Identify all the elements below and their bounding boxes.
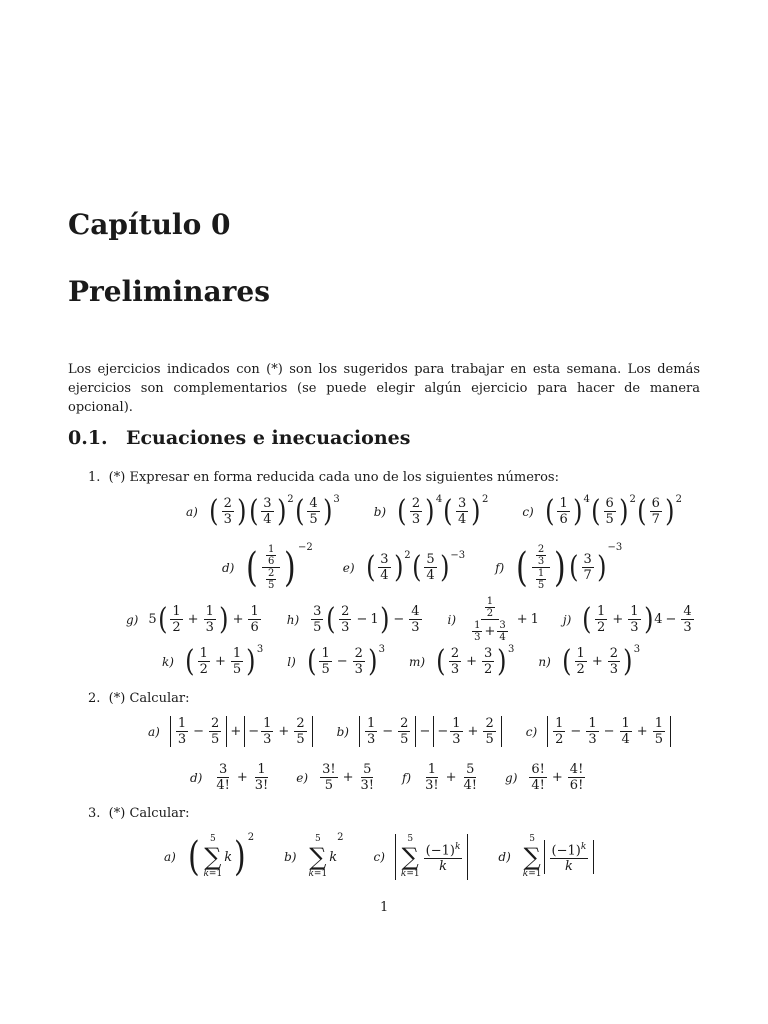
ex1-item-k: k) ( 1 2 + $\frac{1}{5}$ ) 3 [162,643,264,679]
ex2-row-2 [190,762,587,793]
exercise-number: 2. [88,691,101,706]
exercise-text: (*) Calcular: [108,691,190,706]
ex3-row-1 [164,834,594,880]
exercise-text: (*) Calcular: [108,806,190,821]
ex2-item-b: b) 1 3 − $\frac{2}{5}$ − − 1 3 + $\frac{2}{5}$ [337,716,502,747]
ex3-item-c: c) 5 ∑ k=1 $(-1)^k$ k [373,834,468,880]
exercise-number: 1. [88,470,101,485]
section-title: Ecuaciones e inecuaciones [126,427,411,449]
ex1-item-e: e) ( 3 4 ) 2 ( 5 4 ) −3 [342,549,466,585]
ex2-row-1 [148,716,671,747]
exercise-number: 3. [88,806,101,821]
section-heading [68,427,410,449]
ex1-item-f: f) ( $\frac{2}{3}$ $\frac{1}{5}$ ) ( 3 7 ) −3 [495,542,623,591]
ex1-item-g: g) 5 ( 1 2 + $\frac{1}{3}$ ) + $\frac{1}{6}$ [126,601,259,637]
ex3-item-a: a) ( 5 ∑ k=1 k ) 2 [164,832,255,880]
ex1-row-2 [222,544,622,591]
chapter-title: Preliminares [68,275,270,308]
page-number: 1 [380,900,389,915]
ex1-item-b: b) ( 2 3 ) 4 ( 3 4 ) 2 [373,493,489,529]
chapter-heading: Capítulo 0 [68,208,231,241]
ex1-row-3 [126,596,696,643]
ex1-row-1 [186,493,682,529]
ex3-item-d: d) 5 ∑ k=1 $(-1)^k$ k [498,834,594,880]
ex1-item-d: d) ( $\frac{1}{6}$ $\frac{2}{5}$ ) −2 [222,542,313,591]
ex3-item-b: b) 5 ∑ k=1 k 2 [284,832,344,879]
exercise-1 [88,470,559,485]
ex1-item-n: n) ( 1 2 + $\frac{2}{3}$ ) 3 [538,643,641,679]
exercise-2 [88,691,189,706]
ex1-item-j: j) ( 1 2 + $\frac{1}{3}$ ) 4 − $\frac{4}{3}$ [562,601,692,637]
ex2-item-e: e) 3! 5 + $\frac{5}{3!}$ [296,762,374,793]
ex1-item-m: m) ( 2 3 + $\frac{3}{2}$ ) 3 [409,643,515,679]
ex2-item-g: g) 6! 4! + $\frac{4!}{6!}$ [505,762,584,793]
ex1-item-h: h) 3 5 ( 2 3 − 1 ) − $\frac{4}{3}$ [286,601,420,637]
ex1-item-c: c) ( 1 6 ) 4 ( 6 5 ) 2 ( 6 7 ) 2 [522,493,682,529]
ex2-item-f: f) 1 3! + $\frac{5}{4!}$ [401,762,478,793]
exercise-3 [88,806,189,821]
ex1-row-4 [162,643,641,679]
ex1-item-l: l) ( 1 5 − $\frac{2}{3}$ ) 3 [287,643,386,679]
section-number: 0.1. [68,427,108,449]
ex2-item-d: d) 3 4! + $\frac{1}{3!}$ [190,762,269,793]
intro-paragraph: Los ejercicios indicados con (*) son los sugeridos para trabajar en esta semana. Los demás ejercicios son complementarios (se puede elegir algún ejercicio para hacer de manera opcional). [68,362,700,415]
ex2-item-a: a) 1 3 − $\frac{2}{5}$ + − 1 3 + $\frac{2}{5}$ [148,716,313,747]
ex1-item-a: a) ( 2 3 ) ( 3 4 ) 2 ( 4 5 ) 3 [186,493,340,529]
ex2-item-c: c) 1 2 − $\frac{1}{3}$ − $\frac{1}{4}$ + $\frac{1}{5}$ [526,716,671,747]
exercise-text: (*) Expresar en forma reducida cada uno de los siguientes números: [108,470,559,485]
ex1-item-i: i) $\frac{1}{2}$ $\frac{1}{3}$ + $\frac{3}{4}$ + 1 [447,596,539,643]
